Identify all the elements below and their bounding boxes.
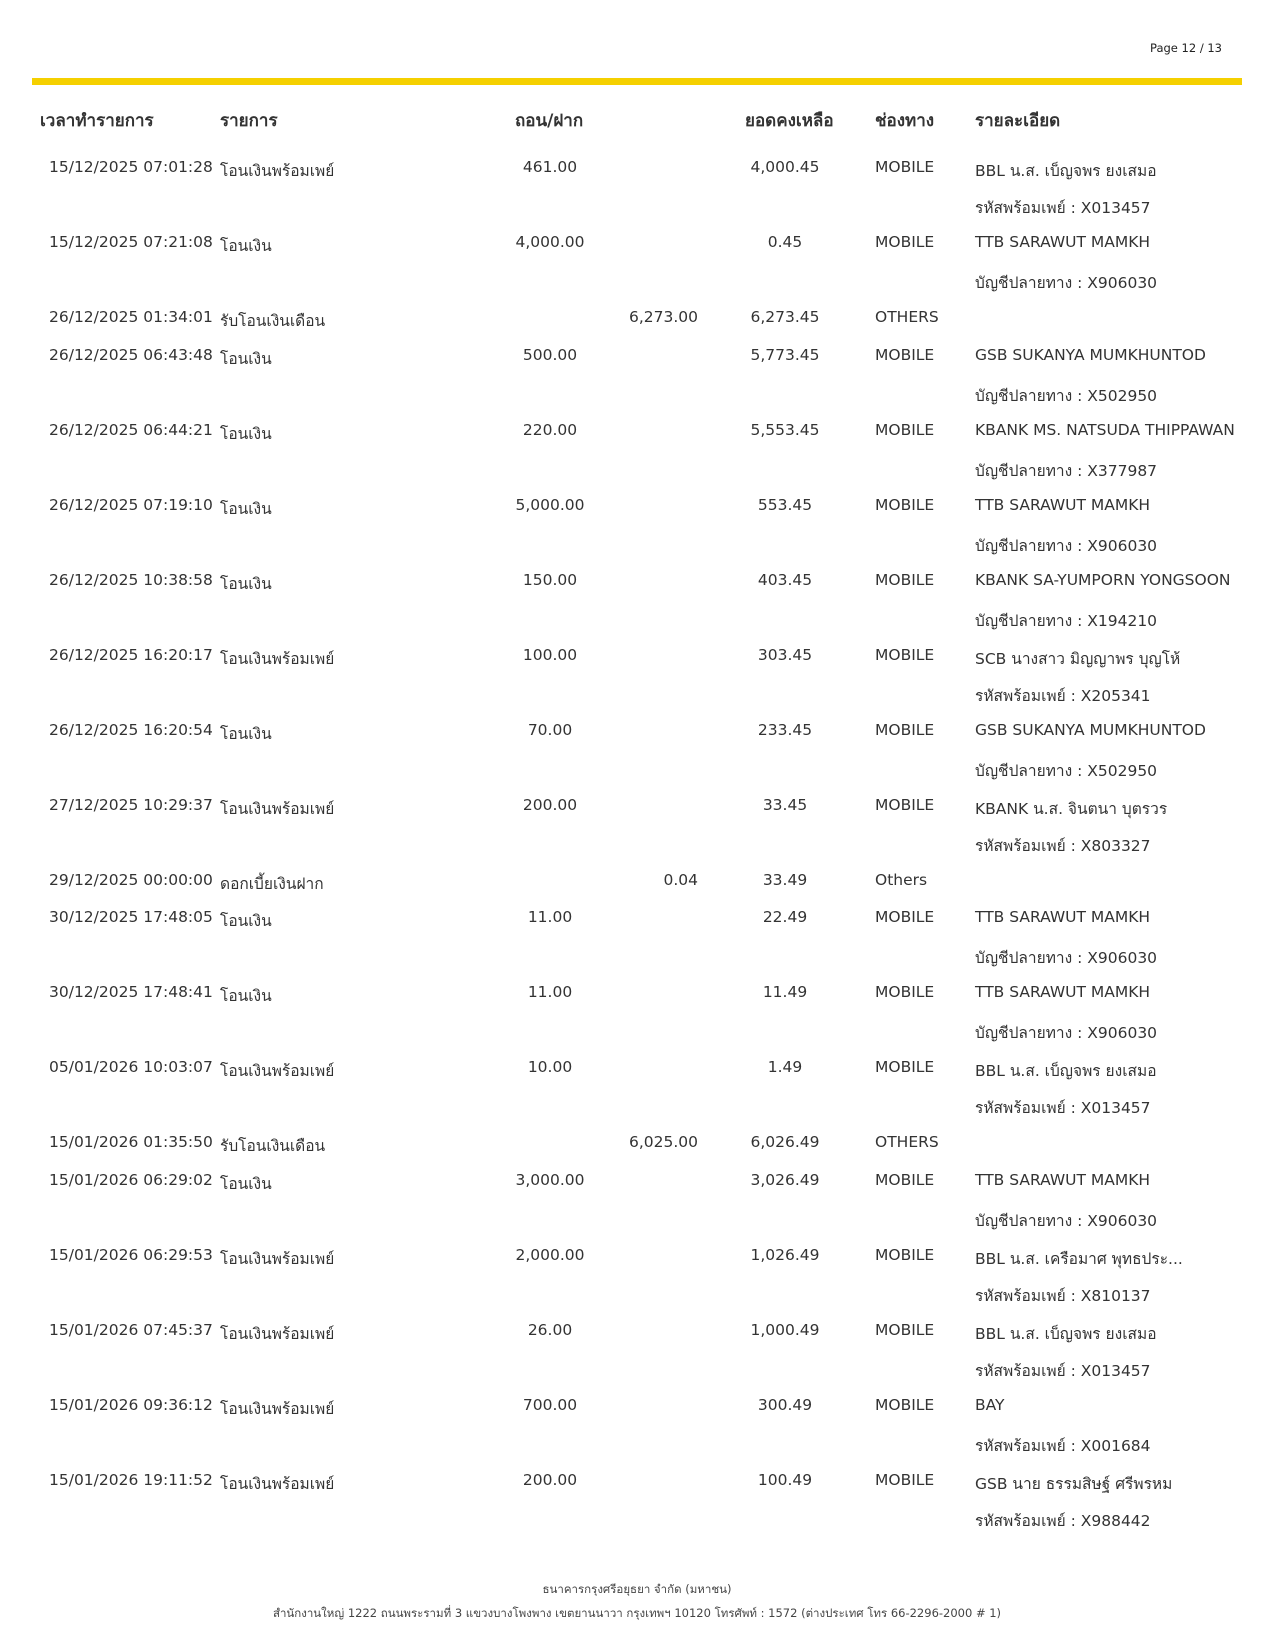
row-detail-name: GSB SUKANYA MUMKHUNTOD (975, 345, 1206, 364)
row-description: โอนเงินพร้อมเพย์ (220, 1062, 335, 1080)
table-row (0, 1048, 1274, 1123)
header-accent-bar (32, 78, 1242, 85)
row-detail-account: รหัสพร้อมเพย์ : X205341 (975, 686, 1151, 705)
row-date: 05/01/2026 10:03:07 (49, 1058, 213, 1076)
row-balance: 6,273.45 (750, 308, 820, 326)
table-row (0, 861, 1274, 899)
page-number: Page 12 / 13 (1150, 41, 1222, 55)
row-date: 15/12/2025 07:21:08 (49, 233, 213, 251)
row-withdraw: 700.00 (522, 1395, 578, 1414)
row-detail-name: KBANK SA-YUMPORN YONGSOON (975, 570, 1231, 589)
row-channel: MOBILE (875, 1395, 935, 1414)
table-row (0, 1236, 1274, 1311)
row-withdraw: 26.00 (527, 1320, 573, 1339)
row-date: 15/01/2026 07:45:37 (49, 1320, 213, 1339)
row-detail-name: KBANK น.ส. จินตนา บุตรวร (975, 799, 1168, 818)
row-date: 26/12/2025 16:20:17 (49, 645, 213, 664)
row-detail-name: TTB SARAWUT MAMKH (975, 233, 1151, 251)
row-date: 26/12/2025 06:44:21 (49, 420, 213, 439)
row-description: โอนเงิน (220, 349, 272, 368)
row-detail-name: TTB SARAWUT MAMKH (975, 1170, 1151, 1189)
row-description: รับโอนเงินเดือน (220, 312, 326, 330)
row-withdraw: 5,000.00 (515, 495, 585, 514)
row-balance: 1,000.49 (750, 1320, 820, 1339)
row-description: โอนเงิน (220, 499, 272, 518)
row-date: 15/01/2026 06:29:53 (49, 1245, 213, 1264)
row-withdraw: 3,000.00 (515, 1170, 585, 1189)
row-detail-account: บัญชีปลายทาง : X906030 (975, 536, 1158, 555)
row-balance: 303.45 (757, 645, 813, 664)
row-detail-account: รหัสพร้อมเพย์ : X810137 (975, 1286, 1151, 1305)
row-description: โอนเงิน (220, 574, 272, 593)
table-row (0, 298, 1274, 336)
table-row (0, 486, 1274, 561)
row-balance: 5,773.45 (750, 345, 820, 364)
row-date: 26/12/2025 10:38:58 (49, 570, 213, 589)
row-detail-account: บัญชีปลายทาง : X906030 (975, 1211, 1158, 1230)
row-description: โอนเงินพร้อมเพย์ (220, 649, 335, 668)
row-channel: Others (875, 870, 928, 889)
row-withdraw: 11.00 (527, 983, 573, 1001)
transaction-table (0, 148, 1274, 1536)
row-description: รับโอนเงินเดือน (220, 1137, 326, 1155)
row-detail-account: รหัสพร้อมเพย์ : X988442 (975, 1511, 1151, 1530)
row-balance: 100.49 (757, 1470, 813, 1489)
row-detail-name: BBL น.ส. เบ็ญจพร ยงเสมอ (975, 1324, 1157, 1343)
table-row (0, 711, 1274, 786)
table-row (0, 223, 1274, 298)
row-detail-account: บัญชีปลายทาง : X906030 (975, 949, 1158, 967)
row-withdraw: 70.00 (527, 720, 573, 739)
row-date: 26/12/2025 07:19:10 (49, 495, 213, 514)
row-channel: MOBILE (875, 158, 935, 176)
row-withdraw: 500.00 (522, 345, 578, 364)
table-header (0, 107, 1274, 133)
table-row (0, 148, 1274, 223)
row-channel: MOBILE (875, 420, 935, 439)
row-channel: OTHERS (875, 1133, 939, 1151)
row-channel: MOBILE (875, 1470, 935, 1489)
row-detail-name: SCB นางสาว มิญญาพร บุญโห้ (975, 649, 1181, 668)
table-row (0, 636, 1274, 711)
row-detail-name: KBANK MS. NATSUDA THIPPAWAN (975, 420, 1235, 439)
row-channel: MOBILE (875, 345, 935, 364)
row-deposit: 0.04 (663, 870, 698, 889)
table-row (0, 1161, 1274, 1236)
row-channel: MOBILE (875, 570, 935, 589)
footer-bank-name: ธนาคารกรุงศรีอยุธยา จำกัด (มหาชน) (542, 1582, 732, 1596)
row-channel: MOBILE (875, 795, 935, 814)
table-row (0, 1461, 1274, 1536)
row-balance: 22.49 (762, 908, 808, 926)
row-balance: 5,553.45 (750, 420, 820, 439)
table-row (0, 898, 1274, 973)
row-description: ดอกเบี้ยเงินฝาก (220, 874, 324, 893)
row-balance: 4,000.45 (750, 158, 820, 176)
row-channel: MOBILE (875, 720, 935, 739)
row-description: โอนเงินพร้อมเพย์ (220, 799, 335, 818)
row-date: 15/01/2026 19:11:52 (49, 1470, 213, 1489)
row-withdraw: 4,000.00 (515, 233, 585, 251)
row-date: 27/12/2025 10:29:37 (49, 795, 213, 814)
header-channel: ช่องทาง (875, 111, 935, 131)
row-channel: MOBILE (875, 233, 935, 251)
row-withdraw: 200.00 (522, 1470, 578, 1489)
row-detail-name: BAY (975, 1395, 1005, 1414)
row-balance: 553.45 (757, 495, 813, 514)
row-description: โอนเงินพร้อมเพย์ (220, 162, 335, 180)
row-withdraw: 200.00 (522, 795, 578, 814)
row-date: 15/01/2026 01:35:50 (49, 1133, 213, 1151)
row-detail-name: TTB SARAWUT MAMKH (975, 983, 1151, 1001)
table-row (0, 1386, 1274, 1461)
row-date: 29/12/2025 00:00:00 (49, 870, 213, 889)
row-date: 15/12/2025 07:01:28 (49, 158, 213, 176)
row-withdraw: 150.00 (522, 570, 578, 589)
row-channel: MOBILE (875, 1320, 935, 1339)
footer-address: สำนักงานใหญ่ 1222 ถนนพระรามที่ 3 แขวงบางโพงพาง เขตยานนาวา กรุงเทพฯ 10120 โทรศัพท์ : 1572 (ต่างประเทศ โทร 66-2296-2000 # 1) (272, 1606, 1002, 1620)
row-detail-account: รหัสพร้อมเพย์ : X001684 (975, 1436, 1151, 1455)
row-balance: 3,026.49 (750, 1170, 820, 1189)
row-withdraw: 11.00 (527, 908, 573, 926)
row-balance: 6,026.49 (750, 1133, 820, 1151)
row-description: โอนเงิน (220, 1174, 272, 1193)
row-detail-account: บัญชีปลายทาง : X502950 (975, 761, 1158, 780)
row-balance: 403.45 (757, 570, 813, 589)
row-description: โอนเงิน (220, 424, 272, 443)
row-withdraw: 2,000.00 (515, 1245, 585, 1264)
row-withdraw: 10.00 (527, 1058, 573, 1076)
row-withdraw: 100.00 (522, 645, 578, 664)
row-date: 15/01/2026 06:29:02 (49, 1170, 213, 1189)
row-description: โอนเงินพร้อมเพย์ (220, 1249, 335, 1268)
table-row (0, 973, 1274, 1048)
row-channel: MOBILE (875, 1170, 935, 1189)
row-date: 26/12/2025 01:34:01 (49, 308, 213, 326)
row-detail-account: รหัสพร้อมเพย์ : X013457 (975, 1361, 1151, 1380)
row-withdraw: 220.00 (522, 420, 578, 439)
row-withdraw: 461.00 (522, 158, 578, 176)
table-row (0, 561, 1274, 636)
row-balance: 0.45 (767, 233, 803, 251)
table-row (0, 411, 1274, 486)
row-detail-name: BBL น.ส. เครือมาศ พุทธประ... (975, 1249, 1183, 1268)
row-channel: MOBILE (875, 983, 935, 1001)
row-balance: 33.49 (762, 870, 808, 889)
row-balance: 1.49 (767, 1058, 803, 1076)
row-description: โอนเงิน (220, 912, 272, 930)
row-deposit: 6,025.00 (628, 1133, 698, 1151)
row-deposit: 6,273.00 (628, 308, 698, 326)
row-detail-account: บัญชีปลายทาง : X906030 (975, 274, 1158, 292)
row-description: โอนเงิน (220, 237, 272, 255)
row-date: 30/12/2025 17:48:05 (49, 908, 213, 926)
header-description: รายการ (220, 111, 278, 131)
row-detail-name: BBL น.ส. เบ็ญจพร ยงเสมอ (975, 162, 1157, 180)
header-time: เวลาทำรายการ (40, 111, 154, 131)
row-date: 26/12/2025 16:20:54 (49, 720, 213, 739)
row-detail-account: รหัสพร้อมเพย์ : X013457 (975, 199, 1151, 217)
row-detail-name: GSB นาย ธรรมสิษฐ์ ศรีพรหม (975, 1474, 1173, 1493)
table-row (0, 786, 1274, 861)
row-description: โอนเงินพร้อมเพย์ (220, 1474, 335, 1493)
row-description: โอนเงินพร้อมเพย์ (220, 1399, 335, 1418)
row-balance: 11.49 (762, 983, 808, 1001)
row-description: โอนเงิน (220, 987, 272, 1005)
row-detail-account: รหัสพร้อมเพย์ : X013457 (975, 1099, 1151, 1117)
row-channel: OTHERS (875, 308, 939, 326)
row-detail-account: บัญชีปลายทาง : X377987 (975, 461, 1158, 480)
row-channel: MOBILE (875, 1058, 935, 1076)
row-channel: MOBILE (875, 908, 935, 926)
row-channel: MOBILE (875, 1245, 935, 1264)
row-detail-account: บัญชีปลายทาง : X906030 (975, 1024, 1158, 1042)
row-channel: MOBILE (875, 645, 935, 664)
row-balance: 300.49 (757, 1395, 813, 1414)
header-balance: ยอดคงเหลือ (745, 111, 834, 131)
row-balance: 1,026.49 (750, 1245, 820, 1264)
row-balance: 33.45 (762, 795, 808, 814)
row-detail-name: TTB SARAWUT MAMKH (975, 495, 1151, 514)
row-description: โอนเงินพร้อมเพย์ (220, 1324, 335, 1343)
row-balance: 233.45 (757, 720, 813, 739)
table-row (0, 1123, 1274, 1161)
row-date: 30/12/2025 17:48:41 (49, 983, 213, 1001)
row-detail-name: TTB SARAWUT MAMKH (975, 908, 1151, 926)
header-withdraw-deposit: ถอน/ฝาก (515, 111, 584, 131)
row-description: โอนเงิน (220, 724, 272, 743)
row-channel: MOBILE (875, 495, 935, 514)
row-date: 15/01/2026 09:36:12 (49, 1395, 213, 1414)
row-detail-account: รหัสพร้อมเพย์ : X803327 (975, 836, 1151, 855)
header-details: รายละเอียด (975, 111, 1061, 131)
row-detail-name: GSB SUKANYA MUMKHUNTOD (975, 720, 1206, 739)
table-row (0, 336, 1274, 411)
row-detail-name: BBL น.ส. เบ็ญจพร ยงเสมอ (975, 1062, 1157, 1080)
table-row (0, 1311, 1274, 1386)
row-detail-account: บัญชีปลายทาง : X502950 (975, 386, 1158, 405)
row-date: 26/12/2025 06:43:48 (49, 345, 213, 364)
row-detail-account: บัญชีปลายทาง : X194210 (975, 611, 1158, 630)
